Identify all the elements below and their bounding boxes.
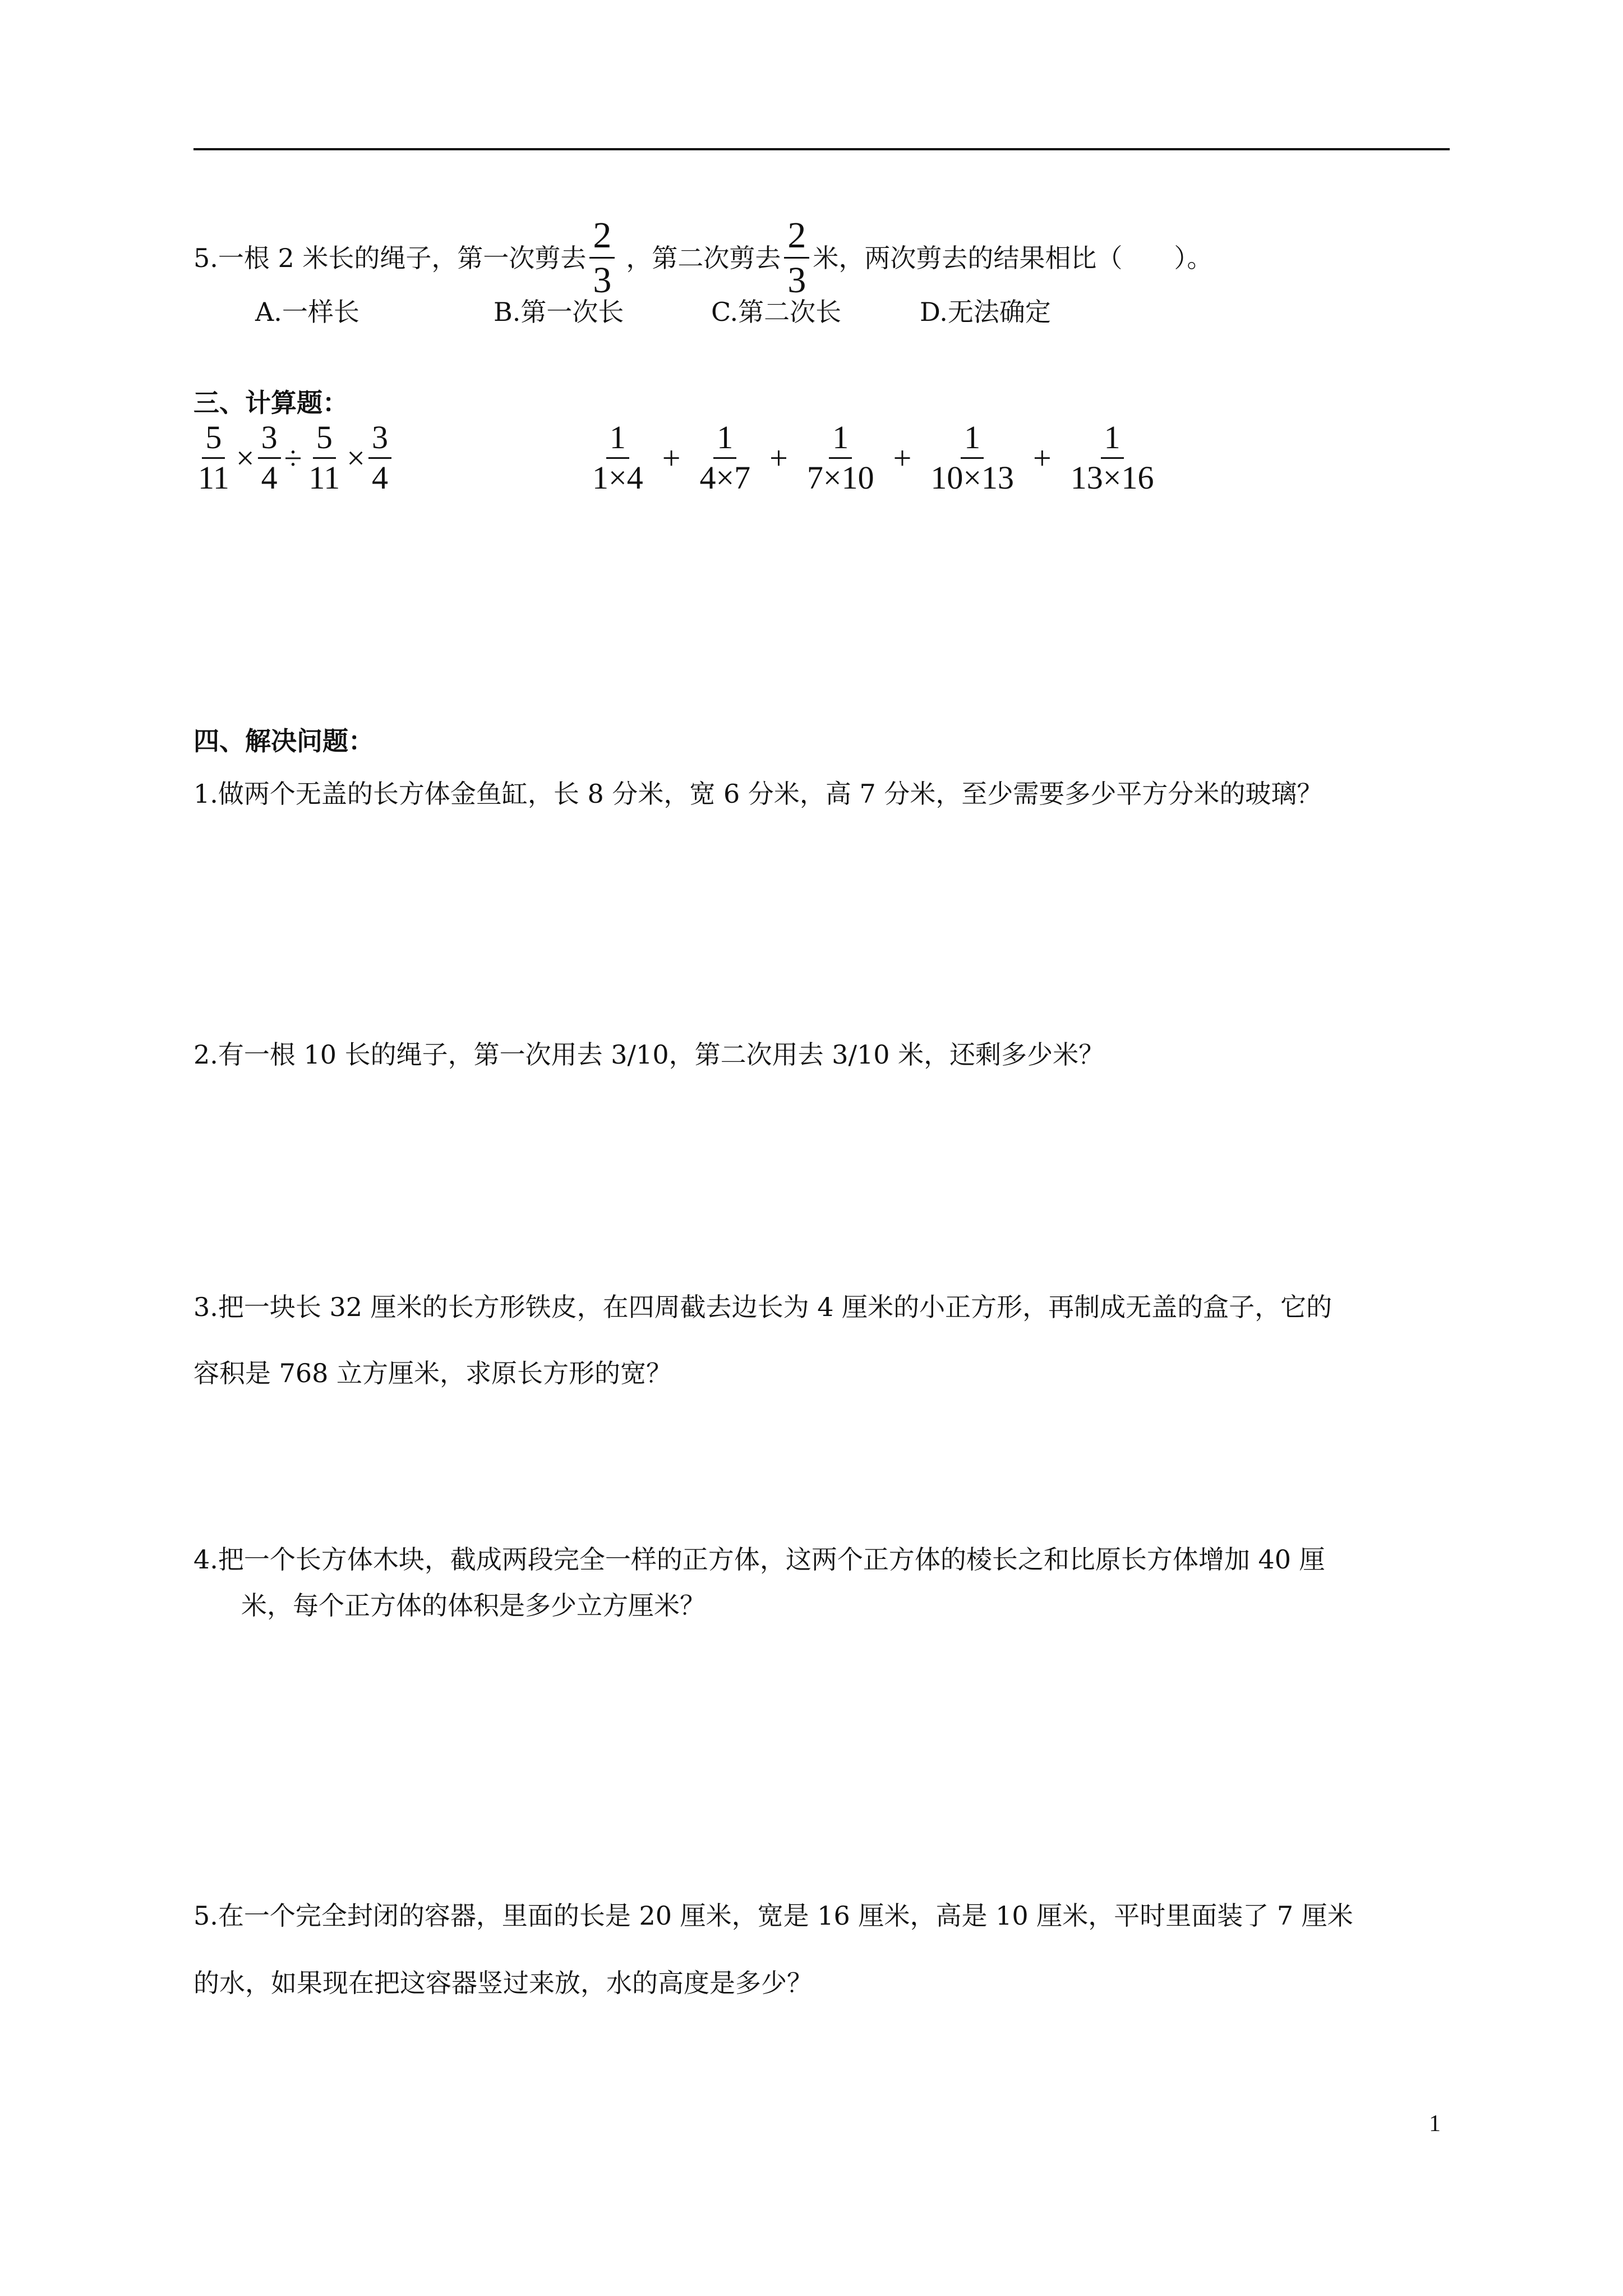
calc-expression-1 — [193, 421, 393, 495]
problem-1: 1.做两个无盖的长方体金鱼缸，长 8 分米，宽 6 分米，高 7 分米，至少需要多少平方分米的玻璃？ — [193, 779, 1323, 809]
plus-operator: + — [893, 439, 912, 476]
problem-5-line-1: 5.在一个完全封闭的容器，里面的长是 20 厘米，宽是 16 厘米，高是 10 厘米，平时里面装了 7 厘米 — [193, 1901, 1353, 1931]
fraction-denominator: 11 — [198, 459, 229, 496]
fraction-denominator: 1×4 — [592, 459, 643, 496]
fraction-numerator: 1 — [961, 421, 984, 459]
fraction-two-thirds-2 — [784, 216, 809, 300]
fraction-denominator: 10×13 — [930, 459, 1015, 496]
option-a: A.一样长 — [255, 297, 359, 327]
fraction — [589, 421, 647, 495]
question-suffix: 米，两次剪去的结果相比（ ）。 — [813, 242, 1213, 273]
fraction-numerator: 5 — [313, 421, 336, 459]
fraction-numerator: 2 — [784, 216, 809, 259]
plus-operator: + — [1033, 439, 1052, 476]
problem-3-line-1: 3.把一块长 32 厘米的长方形铁皮，在四周截去边长为 4 厘米的小正方形，再制成无盖的盒子，它的 — [193, 1292, 1332, 1322]
fraction — [927, 421, 1017, 495]
fraction — [305, 421, 343, 495]
fraction-denominator: 4 — [372, 459, 388, 496]
option-c: C.第二次长 — [711, 297, 842, 327]
question-prefix: 5.一根 2 米长的绳子，第一次剪去 — [193, 242, 587, 273]
fraction-two-thirds-1 — [589, 216, 615, 300]
plus-operator: + — [769, 439, 788, 476]
operator: × — [236, 439, 255, 476]
fraction-numerator: 5 — [202, 421, 225, 459]
fraction-numerator: 1 — [829, 421, 852, 459]
section-4-title: 四、解决问题： — [193, 726, 374, 756]
fraction — [1067, 421, 1158, 495]
fraction-denominator: 13×16 — [1070, 459, 1154, 496]
fraction-numerator: 3 — [258, 421, 281, 459]
fraction-numerator: 1 — [1101, 421, 1124, 459]
fraction-denominator: 4×7 — [699, 459, 751, 496]
problem-5-line-2: 的水，如果现在把这容器竖过来放，水的高度是多少？ — [193, 1968, 813, 1998]
fraction — [368, 421, 391, 495]
fraction-denominator: 3 — [787, 260, 806, 301]
problem-4-line-1: 4.把一个长方体木块，截成两段完全一样的正方体，这两个正方体的棱长之和比原长方体增加 40 厘 — [193, 1544, 1325, 1575]
fraction — [804, 421, 878, 495]
fraction-denominator: 7×10 — [806, 459, 874, 496]
fraction-numerator: 2 — [589, 216, 615, 259]
fraction-numerator: 1 — [713, 421, 736, 459]
problem-2: 2.有一根 10 长的绳子，第一次用去 3/10，第二次用去 3/10 米，还剩多少米？ — [193, 1039, 1105, 1070]
calc-expression-2 — [583, 421, 1163, 495]
operator: ÷ — [284, 439, 302, 476]
section-3-title: 三、计算题： — [193, 388, 348, 418]
fraction-denominator: 11 — [308, 459, 340, 496]
page-number: 1 — [1429, 2111, 1441, 2137]
fraction-denominator: 3 — [593, 260, 612, 301]
choice-question-5 — [193, 216, 1212, 300]
plus-operator: + — [662, 439, 681, 476]
problem-4-line-2: 米，每个正方体的体积是多少立方厘米？ — [241, 1590, 706, 1621]
fraction — [258, 421, 281, 495]
problem-3-line-2: 容积是 768 立方厘米，求原长方形的宽？ — [193, 1358, 672, 1388]
fraction — [696, 421, 754, 495]
operator: × — [347, 439, 365, 476]
fraction-numerator: 1 — [606, 421, 629, 459]
header-rule — [193, 148, 1450, 150]
question-middle: ，第二次剪去 — [626, 242, 781, 273]
fraction-denominator: 4 — [261, 459, 278, 496]
fraction — [195, 421, 233, 495]
fraction-numerator: 3 — [368, 421, 391, 459]
option-b: B.第一次长 — [494, 297, 624, 327]
option-d: D.无法确定 — [920, 297, 1051, 327]
